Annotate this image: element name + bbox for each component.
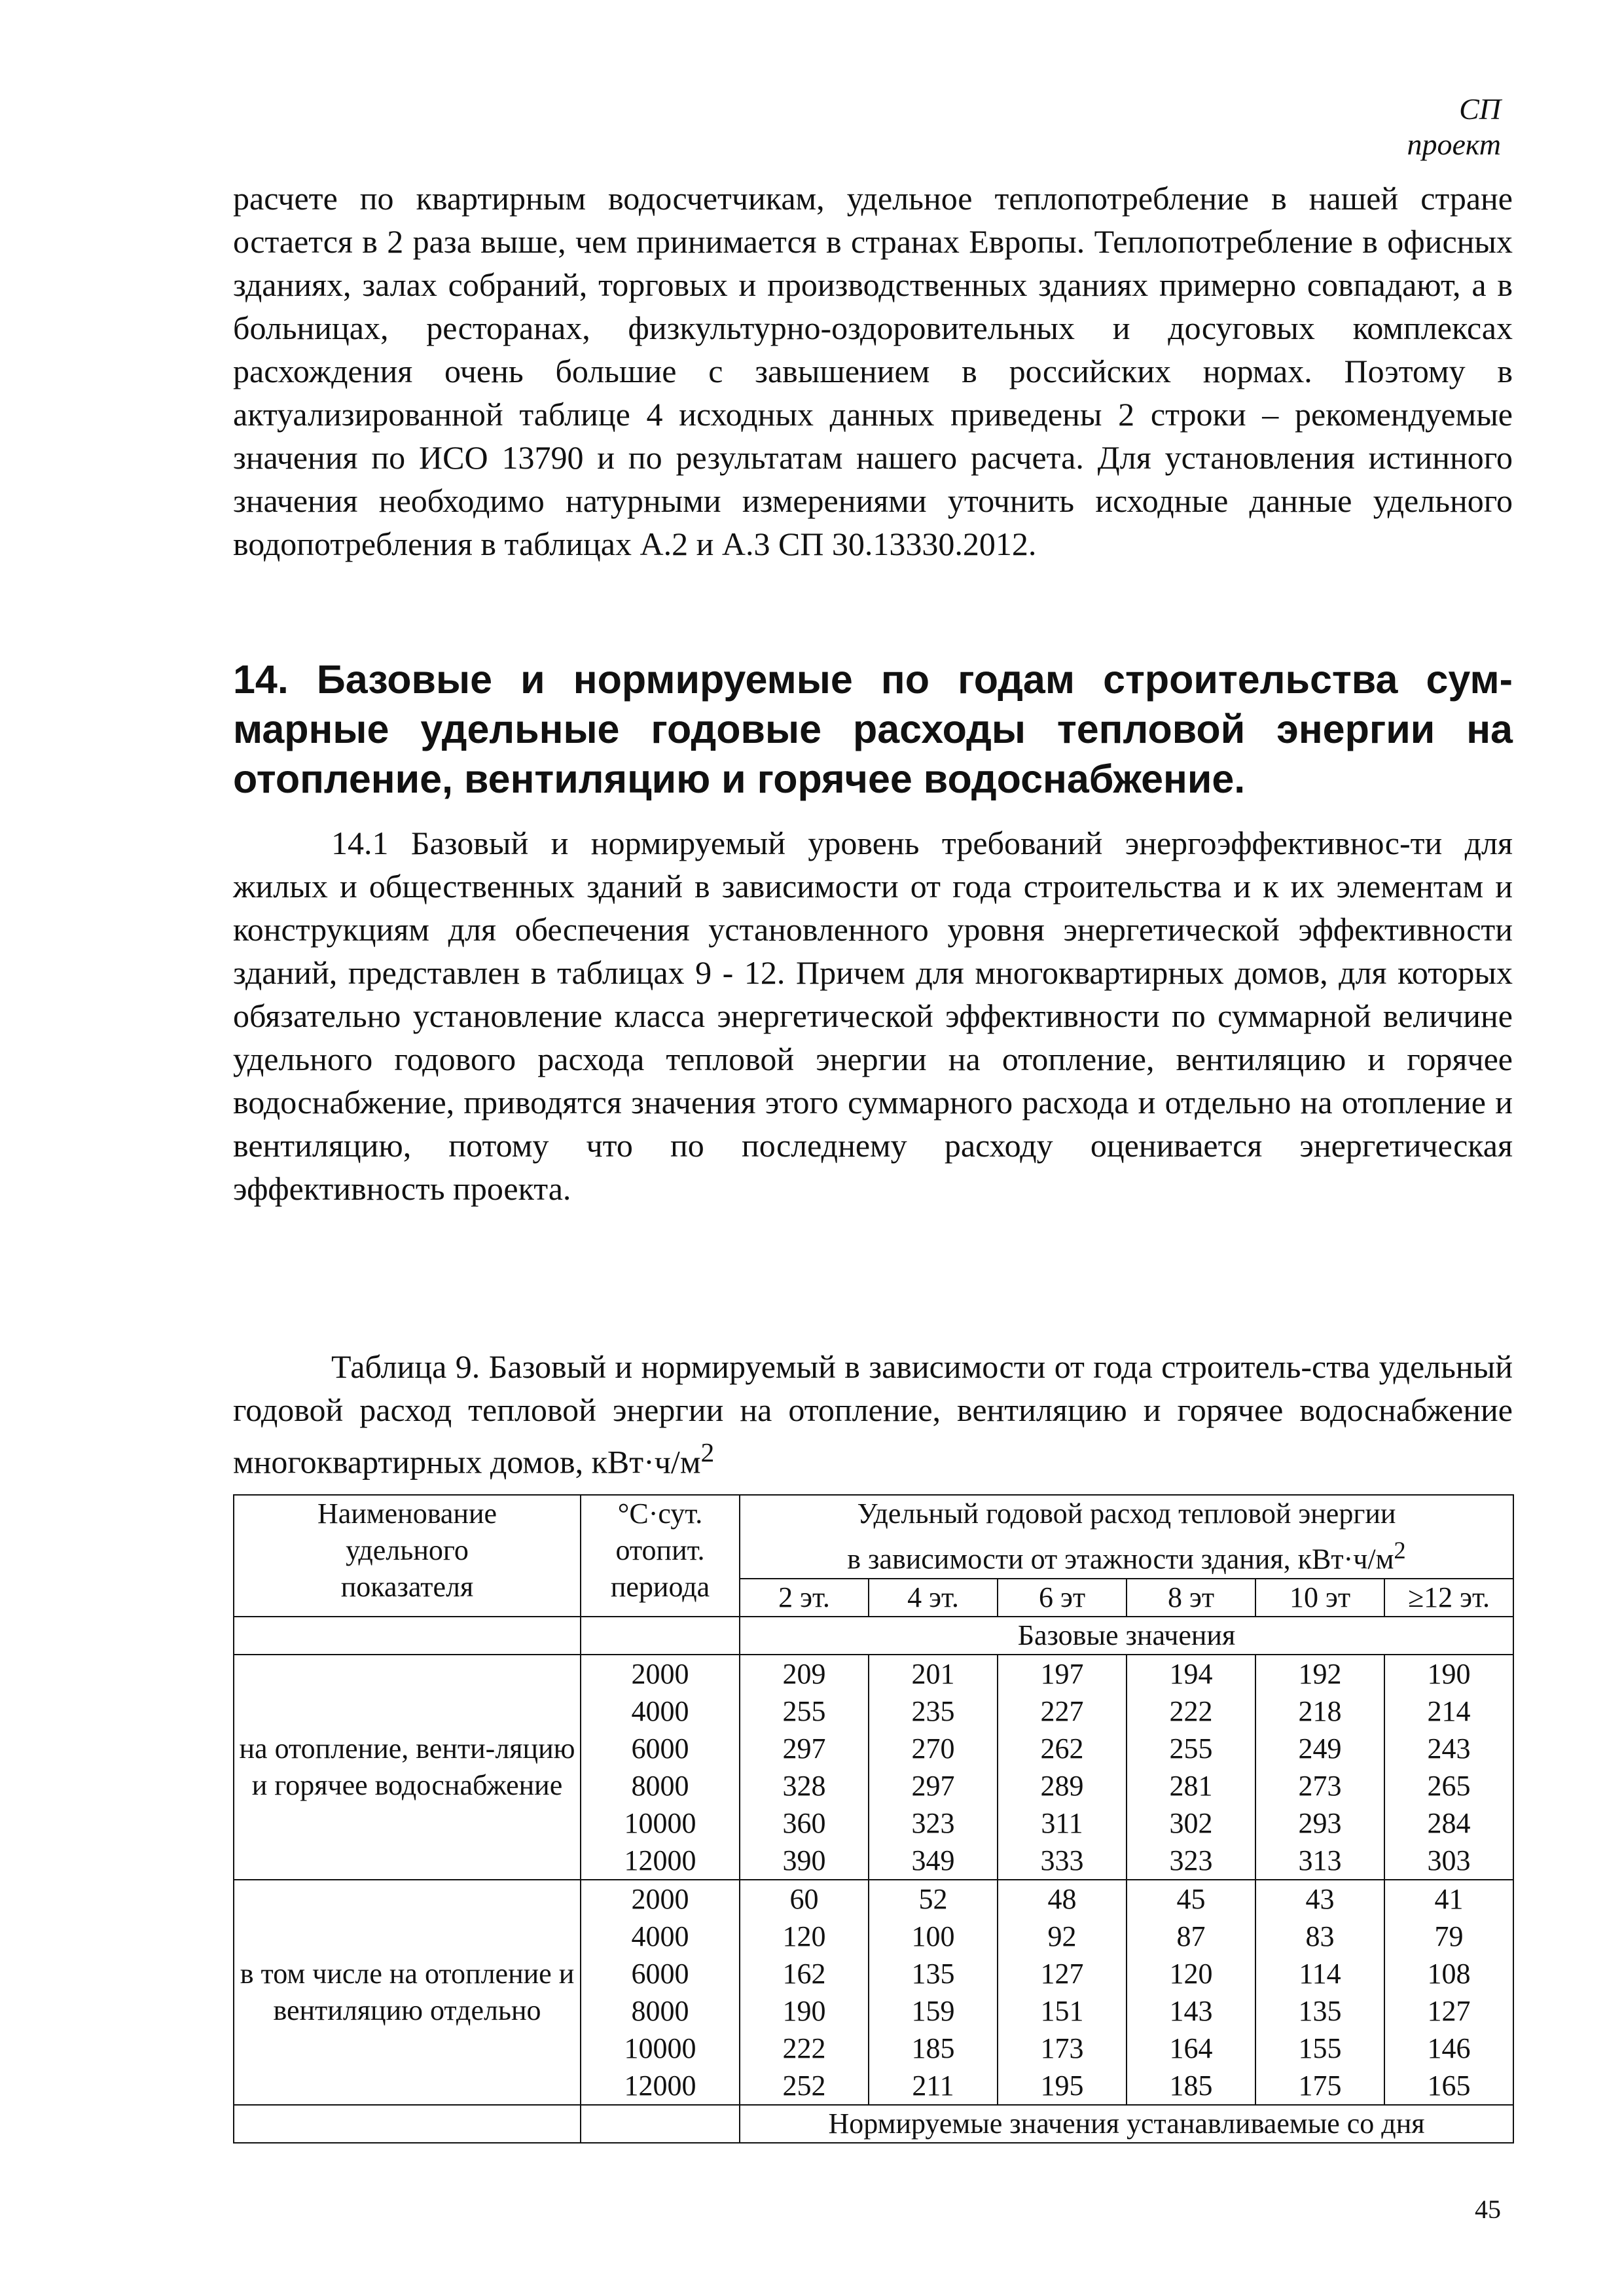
values-floor-12-plus: 41 79 108 127 146 165 (1384, 1880, 1513, 2105)
section-paragraph: 14.1 Базовый и нормируемый уровень требований энергоэффективнос-ти для жилых и общественных зданий в зависимости от года строительства и к их элементам и конструкциям для обеспечения установленного уровня энергетической эффективности зданий, представлен в таблицах 9 - 12. Причем для многоквартирных домов, для которых обязательно установление класса энергетической эффективности по суммарной величине удельного годового расхода тепловой энергии на отопление, вентиляцию и горячее водоснабжение, приводятся значения этого суммарного расхода и отдельно на отопление и вентиляцию, потому что по последнему расходу оценивается энергетическая эффективность проекта. (233, 825, 1513, 1207)
header-floor-2: 2 эт. (740, 1579, 869, 1617)
intro-paragraph-block (233, 177, 1513, 565)
values-floor-8: 194 222 255 281 302 323 (1127, 1655, 1255, 1880)
header-status: проект (1407, 128, 1501, 161)
energy-consumption-table (233, 1494, 1514, 2144)
section-title: 14. Базовые и нормируемые по годам строительства сум-марные удельные годовые расходы тепловой энергии на отопление, вентиляцию и горячее водоснабжение. (233, 657, 1513, 801)
values-floor-10: 192 218 249 273 293 313 (1255, 1655, 1384, 1880)
header-floor-8: 8 эт (1127, 1579, 1255, 1617)
values-floor-6: 197 227 262 289 311 333 (998, 1655, 1127, 1880)
section-base-values: Базовые значения (740, 1617, 1513, 1655)
table-group-row (234, 1880, 1513, 2105)
header-floor-10: 10 эт (1255, 1579, 1384, 1617)
page-header (1407, 92, 1501, 162)
group-label-total: на отопление, венти-ляцию и горячее водоснабжение (234, 1655, 581, 1880)
header-code: СП (1459, 92, 1501, 126)
group-label-heating-ventilation: в том числе на отопление и вентиляцию отдельно (234, 1880, 581, 2105)
section-paragraph-block (233, 821, 1513, 1210)
header-floor-12-plus: ≥12 эт. (1384, 1579, 1513, 1617)
values-floor-6: 48 92 127 151 173 195 (998, 1880, 1127, 2105)
table-caption-text: Таблица 9. Базовый и нормируемый в зависимости от года строитель-ства удельный годовой расход тепловой энергии на отопление, вентиляцию и горячее водоснабжение многоквартирных домов, кВт·ч/м (233, 1348, 1513, 1480)
header-floor-6: 6 эт (998, 1579, 1127, 1617)
header-indicator-name: Наименование удельного показателя (234, 1495, 581, 1617)
table-section-row (234, 2105, 1513, 2143)
header-degree-days: °С·сут. отопит. периода (581, 1495, 740, 1617)
table-header-row (234, 1495, 1513, 1579)
table-caption-superscript: 2 (700, 1438, 715, 1468)
degree-days-cell: 2000 4000 6000 8000 10000 12000 (581, 1655, 740, 1880)
degree-days-cell: 2000 4000 6000 8000 10000 12000 (581, 1880, 740, 2105)
page-number: 45 (1475, 2195, 1501, 2224)
section-normative-values: Нормируемые значения устанавливаемые со дня (740, 2105, 1513, 2143)
values-floor-12-plus: 190 214 243 265 284 303 (1384, 1655, 1513, 1880)
values-floor-8: 45 87 120 143 164 185 (1127, 1880, 1255, 2105)
table-group-row (234, 1655, 1513, 1880)
header-floor-4: 4 эт. (869, 1579, 998, 1617)
values-floor-2: 60 120 162 190 222 252 (740, 1880, 869, 2105)
values-floor-2: 209 255 297 328 360 390 (740, 1655, 869, 1880)
table-caption (233, 1345, 1513, 1484)
values-floor-4: 201 235 270 297 323 349 (869, 1655, 998, 1880)
intro-paragraph: расчете по квартирным водосчетчикам, удельное теплопотребление в нашей стране остается в 2 раза выше, чем принимается в странах Европы. Теплопотребление в офисных зданиях, залах собраний, торговых и производственных зданиях примерно совпадают, а в больницах, ресторанах, физкультурно-оздоровительных и досуговых комплексах расхождения очень большие с завышением в российских нормах. Поэтому в актуализированной таблице 4 исходных данных приведены 2 строки – рекомендуемые значения по ИСО 13790 и по результатам нашего расчета. Для установления истинного значения необходимо натурными измерениями уточнить исходные данные удельного водопотребления в таблицах А.2 и А.3 СП 30.13330.2012. (233, 180, 1513, 562)
values-floor-10: 43 83 114 135 155 175 (1255, 1880, 1384, 2105)
table-section-row (234, 1617, 1513, 1655)
header-specific-consumption: Удельный годовой расход тепловой энергии в зависимости от этажности здания, $кВт\cdot ч/м^2$ (740, 1495, 1513, 1579)
values-floor-4: 52 100 135 159 185 211 (869, 1880, 998, 2105)
